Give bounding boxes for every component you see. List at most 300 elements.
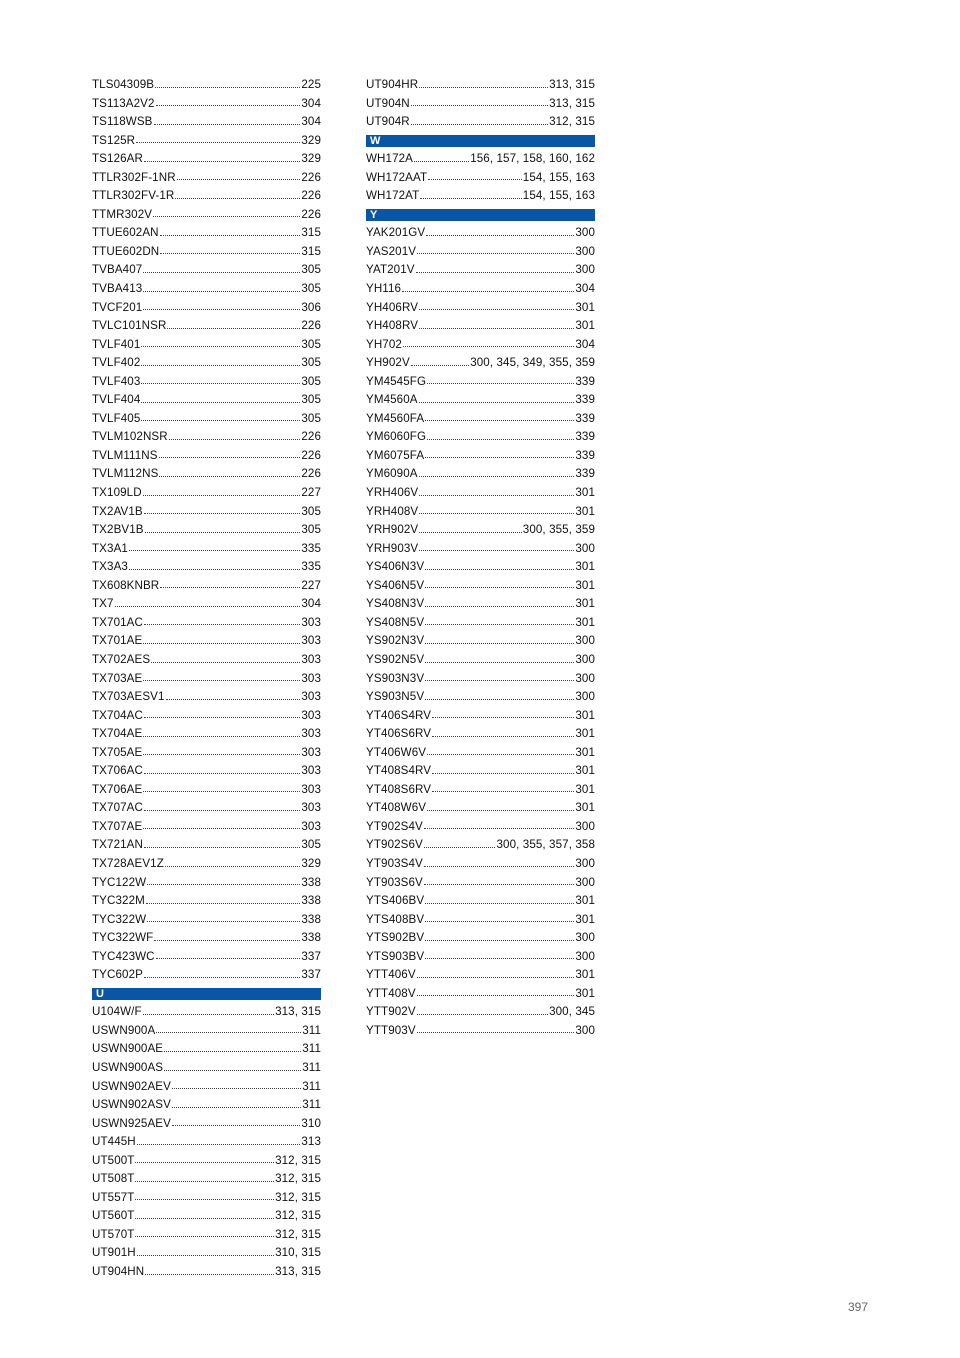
index-entry bbox=[92, 280, 321, 299]
index-entry bbox=[92, 484, 321, 503]
product-code: TX7 bbox=[92, 597, 114, 611]
dot-leader bbox=[419, 494, 574, 496]
page-references: 303 bbox=[301, 727, 321, 741]
product-code: TX3A3 bbox=[92, 560, 128, 574]
index-entry bbox=[366, 76, 595, 95]
index-entry bbox=[366, 336, 595, 355]
product-code: TX703AESV1 bbox=[92, 690, 165, 704]
page-references: 304 bbox=[301, 96, 321, 110]
index-entry bbox=[92, 707, 321, 726]
product-code: TX2BV1B bbox=[92, 523, 144, 537]
dot-leader bbox=[417, 1031, 575, 1033]
product-code: YM4560FA bbox=[366, 411, 425, 425]
dot-leader bbox=[154, 123, 301, 125]
index-column-right bbox=[366, 76, 595, 1040]
index-entry bbox=[366, 224, 595, 243]
page-references: 300 bbox=[575, 949, 595, 963]
page-references: 313 bbox=[301, 1135, 321, 1149]
product-code: TX707AE bbox=[92, 819, 143, 833]
index-entry bbox=[366, 948, 595, 967]
product-code: USWN900A bbox=[92, 1023, 156, 1037]
dot-leader bbox=[175, 197, 300, 199]
product-code: YH406RV bbox=[366, 300, 419, 314]
dot-leader bbox=[145, 1273, 274, 1275]
page-references: 301 bbox=[575, 615, 595, 629]
page-references: 312, 315 bbox=[275, 1209, 321, 1223]
dot-leader bbox=[411, 104, 548, 106]
page-references: 300 bbox=[575, 819, 595, 833]
page-references: 312, 315 bbox=[275, 1227, 321, 1241]
page-references: 335 bbox=[301, 560, 321, 574]
index-entry bbox=[366, 261, 595, 280]
index-entry bbox=[92, 558, 321, 577]
page-references: 300 bbox=[575, 263, 595, 277]
product-code: YS408N3V bbox=[366, 597, 425, 611]
page-references: 338 bbox=[301, 894, 321, 908]
index-entry bbox=[92, 744, 321, 763]
page-references: 301 bbox=[575, 912, 595, 926]
product-code: U104W/F bbox=[92, 1005, 142, 1019]
index-entry bbox=[92, 169, 321, 188]
index-entry bbox=[366, 373, 595, 392]
dot-leader bbox=[146, 902, 300, 904]
dot-leader bbox=[154, 939, 300, 941]
index-entry bbox=[92, 373, 321, 392]
page-references: 339 bbox=[575, 448, 595, 462]
product-code: UT904HN bbox=[92, 1265, 145, 1278]
dot-leader bbox=[143, 753, 300, 755]
product-code: TX701AE bbox=[92, 634, 143, 648]
dot-leader bbox=[143, 290, 300, 292]
dot-leader bbox=[425, 920, 574, 922]
index-entry bbox=[92, 577, 321, 596]
index-entry bbox=[366, 614, 595, 633]
page-references: 312, 315 bbox=[549, 115, 595, 129]
dot-leader bbox=[135, 1235, 274, 1237]
index-entry bbox=[366, 595, 595, 614]
page-references: 311 bbox=[302, 1060, 321, 1074]
dot-leader bbox=[164, 1050, 301, 1052]
page-references: 301 bbox=[575, 560, 595, 574]
product-code: YTS903BV bbox=[366, 949, 425, 963]
dot-leader bbox=[427, 809, 574, 811]
index-entry bbox=[366, 892, 595, 911]
page-references: 300, 345 bbox=[549, 1005, 595, 1019]
index-entry bbox=[92, 762, 321, 781]
index-entry bbox=[92, 224, 321, 243]
page-references: 313, 315 bbox=[549, 96, 595, 110]
index-entry bbox=[366, 855, 595, 874]
product-code: UT557T bbox=[92, 1190, 135, 1204]
index-entry bbox=[92, 317, 321, 336]
dot-leader bbox=[417, 976, 575, 978]
index-entry bbox=[92, 725, 321, 744]
dot-leader bbox=[141, 364, 300, 366]
page-references: 300 bbox=[575, 856, 595, 870]
dot-leader bbox=[159, 475, 300, 477]
index-entry bbox=[92, 1040, 321, 1059]
page-references: 305 bbox=[301, 374, 321, 388]
product-code: YTS902BV bbox=[366, 931, 425, 945]
page-references: 303 bbox=[301, 819, 321, 833]
product-code: TX706AE bbox=[92, 782, 143, 796]
index-column-left bbox=[92, 76, 321, 1282]
product-code: TS113A2V2 bbox=[92, 96, 155, 110]
index-entry bbox=[366, 725, 595, 744]
dot-leader bbox=[419, 86, 548, 88]
index-entry bbox=[366, 707, 595, 726]
index-entry bbox=[366, 317, 595, 336]
product-code: TVLF402 bbox=[92, 356, 141, 370]
page-references: 226 bbox=[301, 189, 321, 203]
index-entry bbox=[92, 1096, 321, 1115]
product-code: YH116 bbox=[366, 282, 402, 296]
page-references: 301 bbox=[575, 801, 595, 815]
dot-leader bbox=[425, 605, 574, 607]
dot-leader bbox=[432, 790, 574, 792]
index-entry bbox=[92, 243, 321, 262]
product-code: YT406W6V bbox=[366, 745, 427, 759]
product-code: YTT902V bbox=[366, 1005, 416, 1019]
dot-leader bbox=[156, 104, 301, 106]
product-code: TX704AC bbox=[92, 708, 143, 722]
dot-leader bbox=[425, 419, 574, 421]
index-entry bbox=[366, 632, 595, 651]
dot-leader bbox=[425, 642, 574, 644]
dot-leader bbox=[414, 160, 469, 162]
product-code: TX2AV1B bbox=[92, 504, 143, 518]
dot-leader bbox=[165, 865, 300, 867]
product-code: TX704AE bbox=[92, 727, 143, 741]
index-entry bbox=[92, 595, 321, 614]
page-references: 329 bbox=[301, 133, 321, 147]
page-references: 310, 315 bbox=[275, 1246, 321, 1260]
page-references: 300, 345, 349, 355, 359 bbox=[470, 356, 595, 370]
index-entry bbox=[92, 651, 321, 670]
index-entry bbox=[366, 966, 595, 985]
product-code: YAT201V bbox=[366, 263, 415, 277]
dot-leader bbox=[425, 456, 574, 458]
page-references: 306 bbox=[301, 300, 321, 314]
page-references: 300 bbox=[575, 652, 595, 666]
index-entry bbox=[366, 818, 595, 837]
dot-leader bbox=[160, 252, 300, 254]
page-references: 301 bbox=[575, 578, 595, 592]
product-code: YT903S4V bbox=[366, 856, 423, 870]
index-entry bbox=[92, 447, 321, 466]
page-references: 300 bbox=[575, 226, 595, 240]
page-references: 329 bbox=[301, 856, 321, 870]
dot-leader bbox=[144, 809, 300, 811]
index-entry bbox=[366, 410, 595, 429]
dot-leader bbox=[426, 234, 574, 236]
dot-leader bbox=[428, 178, 522, 180]
product-code: YTT408V bbox=[366, 986, 416, 1000]
index-entry bbox=[92, 503, 321, 522]
page-references: 301 bbox=[575, 745, 595, 759]
product-code: TVLC101NSR bbox=[92, 319, 167, 333]
dot-leader bbox=[153, 215, 300, 217]
index-entry bbox=[366, 465, 595, 484]
index-entry bbox=[366, 428, 595, 447]
product-code: YTS408BV bbox=[366, 912, 425, 926]
dot-leader bbox=[143, 308, 300, 310]
dot-leader bbox=[172, 1087, 301, 1089]
page-references: 227 bbox=[301, 486, 321, 500]
dot-leader bbox=[166, 698, 301, 700]
page-references: 303 bbox=[301, 764, 321, 778]
product-code: TVLM112NS bbox=[92, 467, 159, 481]
dot-leader bbox=[425, 939, 574, 941]
index-entry bbox=[366, 781, 595, 800]
dot-leader bbox=[425, 698, 574, 700]
index-entry bbox=[366, 985, 595, 1004]
page-references: 313, 315 bbox=[549, 78, 595, 91]
index-entry bbox=[92, 892, 321, 911]
dot-leader bbox=[147, 920, 300, 922]
index-entry bbox=[92, 95, 321, 114]
index-entry bbox=[366, 447, 595, 466]
product-code: TX109LD bbox=[92, 486, 142, 500]
page-references: 301 bbox=[575, 486, 595, 500]
page-references: 227 bbox=[301, 578, 321, 592]
product-code: YTT903V bbox=[366, 1023, 416, 1037]
dot-leader bbox=[417, 252, 574, 254]
dot-leader bbox=[141, 419, 300, 421]
page-references: 300 bbox=[575, 541, 595, 555]
product-code: UT445H bbox=[92, 1135, 136, 1149]
page-references: 304 bbox=[301, 115, 321, 129]
product-code: TX701AC bbox=[92, 615, 143, 629]
index-entry bbox=[366, 1003, 595, 1022]
page-references: 304 bbox=[301, 597, 321, 611]
product-code: USWN902AEV bbox=[92, 1079, 171, 1093]
index-entry bbox=[92, 465, 321, 484]
page-references: 303 bbox=[301, 615, 321, 629]
page-references: 313, 315 bbox=[275, 1005, 321, 1019]
dot-leader bbox=[424, 865, 574, 867]
index-entry bbox=[92, 966, 321, 985]
product-code: TX706AC bbox=[92, 764, 143, 778]
product-code: TVBA413 bbox=[92, 282, 143, 296]
product-code: YAK201GV bbox=[366, 226, 426, 240]
dot-leader bbox=[167, 327, 300, 329]
product-code: TS118WSB bbox=[92, 115, 153, 129]
page-references: 312, 315 bbox=[275, 1172, 321, 1186]
dot-leader bbox=[144, 512, 301, 514]
product-code: USWN900AS bbox=[92, 1060, 164, 1074]
index-entry bbox=[92, 391, 321, 410]
index-entry bbox=[92, 929, 321, 948]
index-entry bbox=[92, 1170, 321, 1189]
product-code: TVLF405 bbox=[92, 411, 141, 425]
page-references: 337 bbox=[301, 968, 321, 982]
page-references: 301 bbox=[575, 319, 595, 333]
page-references: 339 bbox=[575, 374, 595, 388]
dot-leader bbox=[160, 234, 301, 236]
dot-leader bbox=[144, 623, 300, 625]
product-code: UT500T bbox=[92, 1153, 135, 1167]
index-entry bbox=[366, 150, 595, 169]
product-code: YTT406V bbox=[366, 968, 416, 982]
product-code: YH902V bbox=[366, 356, 410, 370]
dot-leader bbox=[425, 679, 574, 681]
product-code: TTUE602AN bbox=[92, 226, 159, 240]
product-code: USWN925AEV bbox=[92, 1116, 171, 1130]
product-code: YRH406V bbox=[366, 486, 419, 500]
page-references: 301 bbox=[575, 597, 595, 611]
dot-leader bbox=[419, 475, 575, 477]
page-references: 303 bbox=[301, 745, 321, 759]
product-code: TYC122W bbox=[92, 875, 147, 889]
page-references: 300 bbox=[575, 1023, 595, 1037]
page-references: 303 bbox=[301, 690, 321, 704]
page-references: 226 bbox=[301, 319, 321, 333]
product-code: YT902S6V bbox=[366, 838, 423, 852]
dot-leader bbox=[147, 883, 300, 885]
dot-leader bbox=[136, 141, 300, 143]
index-entry bbox=[92, 1059, 321, 1078]
product-code: TYC602P bbox=[92, 968, 143, 982]
dot-leader bbox=[141, 382, 300, 384]
page-references: 338 bbox=[301, 912, 321, 926]
dot-leader bbox=[419, 512, 574, 514]
product-code: TX721AN bbox=[92, 838, 143, 852]
page-references: 300 bbox=[575, 690, 595, 704]
index-entry bbox=[92, 781, 321, 800]
product-code: YS903N5V bbox=[366, 690, 425, 704]
page-references: 301 bbox=[575, 727, 595, 741]
index-entry bbox=[92, 1078, 321, 1097]
product-code: TLS04309B bbox=[92, 78, 155, 91]
page-references: 305 bbox=[301, 523, 321, 537]
dot-leader bbox=[169, 438, 301, 440]
index-entry bbox=[92, 540, 321, 559]
page-references: 301 bbox=[575, 894, 595, 908]
index-entry bbox=[92, 874, 321, 893]
page-references: 339 bbox=[575, 393, 595, 407]
page-references: 303 bbox=[301, 782, 321, 796]
page-references: 300 bbox=[575, 244, 595, 258]
dot-leader bbox=[419, 401, 575, 403]
page-references: 311 bbox=[302, 1023, 321, 1037]
product-code: YM4545FG bbox=[366, 374, 427, 388]
page-references: 305 bbox=[301, 504, 321, 518]
index-entry bbox=[92, 670, 321, 689]
page-references: 303 bbox=[301, 634, 321, 648]
index-entry bbox=[366, 299, 595, 318]
product-code: TYC322M bbox=[92, 894, 145, 908]
dot-leader bbox=[432, 772, 574, 774]
dot-leader bbox=[155, 86, 300, 88]
product-code: UT508T bbox=[92, 1172, 135, 1186]
index-entry bbox=[366, 391, 595, 410]
dot-leader bbox=[129, 549, 300, 551]
product-code: TX3A1 bbox=[92, 541, 128, 555]
index-entry bbox=[92, 336, 321, 355]
index-entry bbox=[92, 1189, 321, 1208]
dot-leader bbox=[143, 735, 300, 737]
dot-leader bbox=[144, 772, 300, 774]
page-number: 397 bbox=[848, 1300, 869, 1314]
page-references: 305 bbox=[301, 356, 321, 370]
dot-leader bbox=[420, 197, 521, 199]
page-references: 300 bbox=[575, 634, 595, 648]
page-references: 226 bbox=[301, 170, 321, 184]
index-entry bbox=[92, 855, 321, 874]
product-code: YT406S4RV bbox=[366, 708, 432, 722]
product-code: YS406N3V bbox=[366, 560, 425, 574]
product-code: UT560T bbox=[92, 1209, 135, 1223]
page-references: 303 bbox=[301, 652, 321, 666]
index-entry bbox=[92, 354, 321, 373]
dot-leader bbox=[424, 846, 496, 848]
dot-leader bbox=[144, 160, 300, 162]
page-references: 226 bbox=[301, 430, 321, 444]
product-code: TTMR302V bbox=[92, 207, 153, 221]
page-references: 337 bbox=[301, 949, 321, 963]
index-entry bbox=[366, 651, 595, 670]
dot-leader bbox=[419, 549, 574, 551]
product-code: YT903S6V bbox=[366, 875, 423, 889]
index-entry bbox=[92, 187, 321, 206]
index-entry bbox=[92, 206, 321, 225]
index-entry bbox=[366, 744, 595, 763]
page-references: 300 bbox=[575, 671, 595, 685]
page-references: 303 bbox=[301, 801, 321, 815]
dot-leader bbox=[160, 586, 300, 588]
index-entry bbox=[366, 187, 595, 206]
dot-leader bbox=[425, 586, 574, 588]
index-entry bbox=[92, 632, 321, 651]
page-references: 226 bbox=[301, 448, 321, 462]
dot-leader bbox=[143, 494, 301, 496]
page-references: 311 bbox=[302, 1042, 321, 1056]
dot-leader bbox=[411, 123, 548, 125]
index-entry bbox=[92, 521, 321, 540]
product-code: UT901H bbox=[92, 1246, 136, 1260]
dot-leader bbox=[145, 531, 301, 533]
index-entry bbox=[366, 503, 595, 522]
product-code: YT902S4V bbox=[366, 819, 423, 833]
index-entry bbox=[366, 521, 595, 540]
page-references: 301 bbox=[575, 986, 595, 1000]
page-references: 156, 157, 158, 160, 162 bbox=[470, 152, 595, 166]
page-references: 339 bbox=[575, 467, 595, 481]
product-code: YS406N5V bbox=[366, 578, 425, 592]
index-entry bbox=[92, 1207, 321, 1226]
dot-leader bbox=[424, 883, 574, 885]
index-entry bbox=[92, 261, 321, 280]
page-references: 303 bbox=[301, 708, 321, 722]
product-code: TVLF401 bbox=[92, 337, 141, 351]
page-references: 303 bbox=[301, 671, 321, 685]
index-entry bbox=[366, 1022, 595, 1041]
section-header-u: U bbox=[92, 988, 321, 1000]
index-entry bbox=[92, 836, 321, 855]
product-code: YH702 bbox=[366, 337, 402, 351]
dot-leader bbox=[419, 308, 574, 310]
product-code: YS408N5V bbox=[366, 615, 425, 629]
dot-leader bbox=[416, 271, 575, 273]
product-code: YM4560A bbox=[366, 393, 418, 407]
index-entry bbox=[92, 818, 321, 837]
page-references: 312, 315 bbox=[275, 1153, 321, 1167]
dot-leader bbox=[144, 976, 300, 978]
index-entry bbox=[92, 410, 321, 429]
dot-leader bbox=[417, 994, 575, 996]
page-references: 313, 315 bbox=[275, 1265, 321, 1278]
